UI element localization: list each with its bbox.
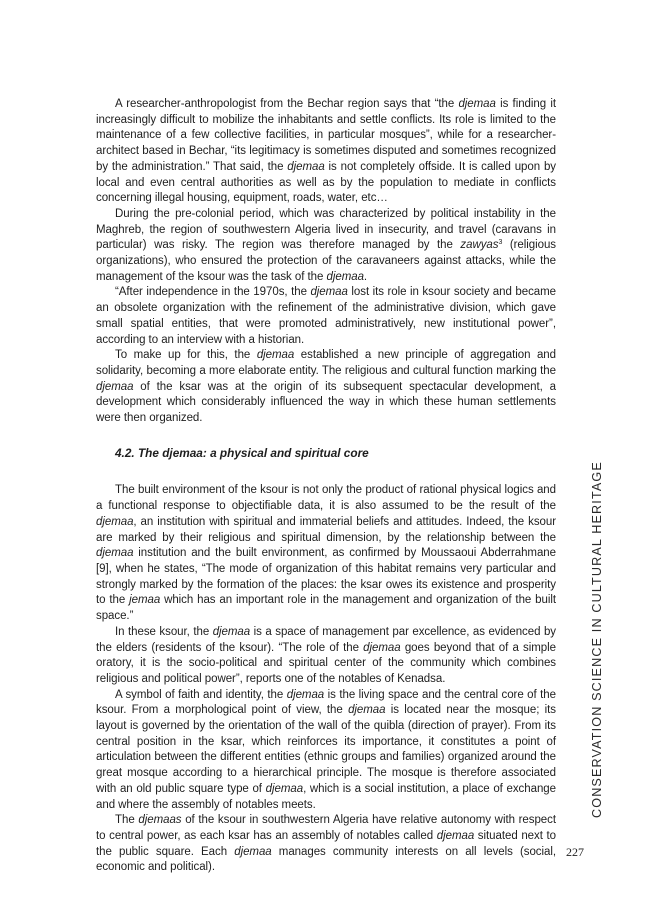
italic-term: djemaa	[265, 782, 304, 795]
italic-term: djemaas	[138, 814, 182, 827]
section-heading: 4.2. The djemaa: a physical and spiritual core	[115, 445, 369, 460]
italic-term: zawyas	[460, 239, 499, 252]
italic-term: djemaa	[96, 380, 134, 393]
italic-term: djemaa	[436, 829, 475, 842]
footnote-ref: 3	[498, 239, 503, 247]
italic-term: djemaa	[96, 547, 134, 560]
italic-term: djemaa	[96, 515, 134, 528]
paragraph: During the pre-colonial period, which was characterized by political instability in the Maghreb, the region of southwestern Algeria lived in insecurity, and travel (caravans in particular) was risky. The region was therefore managed by the zawyas$^3$ (religious organizations), who ensured the protection of the caravaneers against attacks, while the management of the ksour was the task of the djemaa.	[96, 207, 556, 283]
paragraph: To make up for this, the djemaa established a new principle of aggregation and solidarity, becoming a more elaborate entity. The religious and cultural function marking the djemaa of the ksar was at the origin of its subsequent spectacular development, a development which considerably influenced the way in which these human settlements were then organized.	[96, 349, 556, 425]
section-1	[96, 97, 556, 427]
paragraph: In these ksour, the djemaa is a space of management par excellence, as evidenced by the elders (residents of the ksour). “The role of the djemaa goes beyond that of a simple oratory, it is the socio-political and spiritual center of the community which combines religious and political power”, reports one of the notables of Kenadsa.	[96, 625, 557, 685]
italic-term: djemaa	[326, 270, 364, 283]
paragraph: A researcher-anthropologist from the Bechar region says that “the djemaa is finding it increasingly difficult to mobilize the inhabitants and settle conflicts. Its role is limited to the maintenance of a few collective facilities, in particular mosques”, while for a researcher-architect based in Bechar, “its legitimacy is sometimes disputed and sometimes recognized by the administration.” That said, the djemaa is not completely offside. It is called upon by local and even central authorities as well as by the population to mediate in conflicts concerning illegal housing, equipment, roads, water, etc…	[96, 98, 556, 205]
paragraph: “After independence in the 1970s, the djemaa lost its role in ksour society and became an obsolete organization with the refinement of the administrative division, which gave small spatial entities, that were promoted administratively, new institutional power”, according to an interview with a historian.	[96, 286, 556, 346]
paragraph: The built environment of the ksour is not only the product of rational physical logics and a functional response to objectifiable data, it is also assumed to be the result of the djemaa, an institution with spiritual and immaterial beliefs and attitudes. Indeed, the ksour are marked by their religious and spiritual dimension, by the relationship between the djemaa institution and the built environment, as confirmed by Moussaoui Abderrahmane [9], when he states, “The mode of organization of this habitat remains very particular and strongly marked by the formation of the places: the ksar owes its existence and prosperity to the jemaa which has an important role in the management and organization of the built space.”	[96, 484, 556, 623]
italic-term: djemaa	[286, 688, 325, 701]
italic-term: djemaa	[458, 98, 496, 110]
page-body	[96, 97, 556, 876]
journal-side-title: CONSERVATION SCIENCE IN CULTURAL HERITAGE	[590, 461, 604, 818]
italic-term: djemaa	[310, 286, 348, 299]
italic-term: djemaa	[348, 704, 386, 717]
page-number: 227	[566, 845, 584, 859]
italic-term: djemaa	[256, 349, 295, 362]
italic-term: djemaa	[363, 641, 401, 654]
italic-term: djemaa	[212, 625, 251, 638]
italic-term: djemaa	[287, 160, 325, 173]
paragraph: The djemaas of the ksour in southwestern Algeria have relative autonomy with respect to central power, as each ksar has an assembly of notables called djemaa situated next to the public square. Each djemaa manages community interests on all levels (social, economic and political).	[96, 814, 556, 874]
italic-term: jemaa	[129, 594, 161, 607]
italic-term: djemaa	[234, 845, 272, 858]
section-2	[96, 483, 556, 876]
paragraph: A symbol of faith and identity, the djemaa is the living space and the central core of the ksour. From a morphological point of view, the djemaa is located near the mosque; its layout is governed by the orientation of the wall of the quibla (direction of prayer). From its central position in the ksar, which reinforces its importance, it constitutes a point of articulation between the different entities (ethnic groups and families) organized around the great mosque according to a hierarchical principle. The mosque is therefore associated with an old public square type of djemaa, which is a social institution, a place of exchange and where the assembly of notables meets.	[96, 688, 556, 811]
